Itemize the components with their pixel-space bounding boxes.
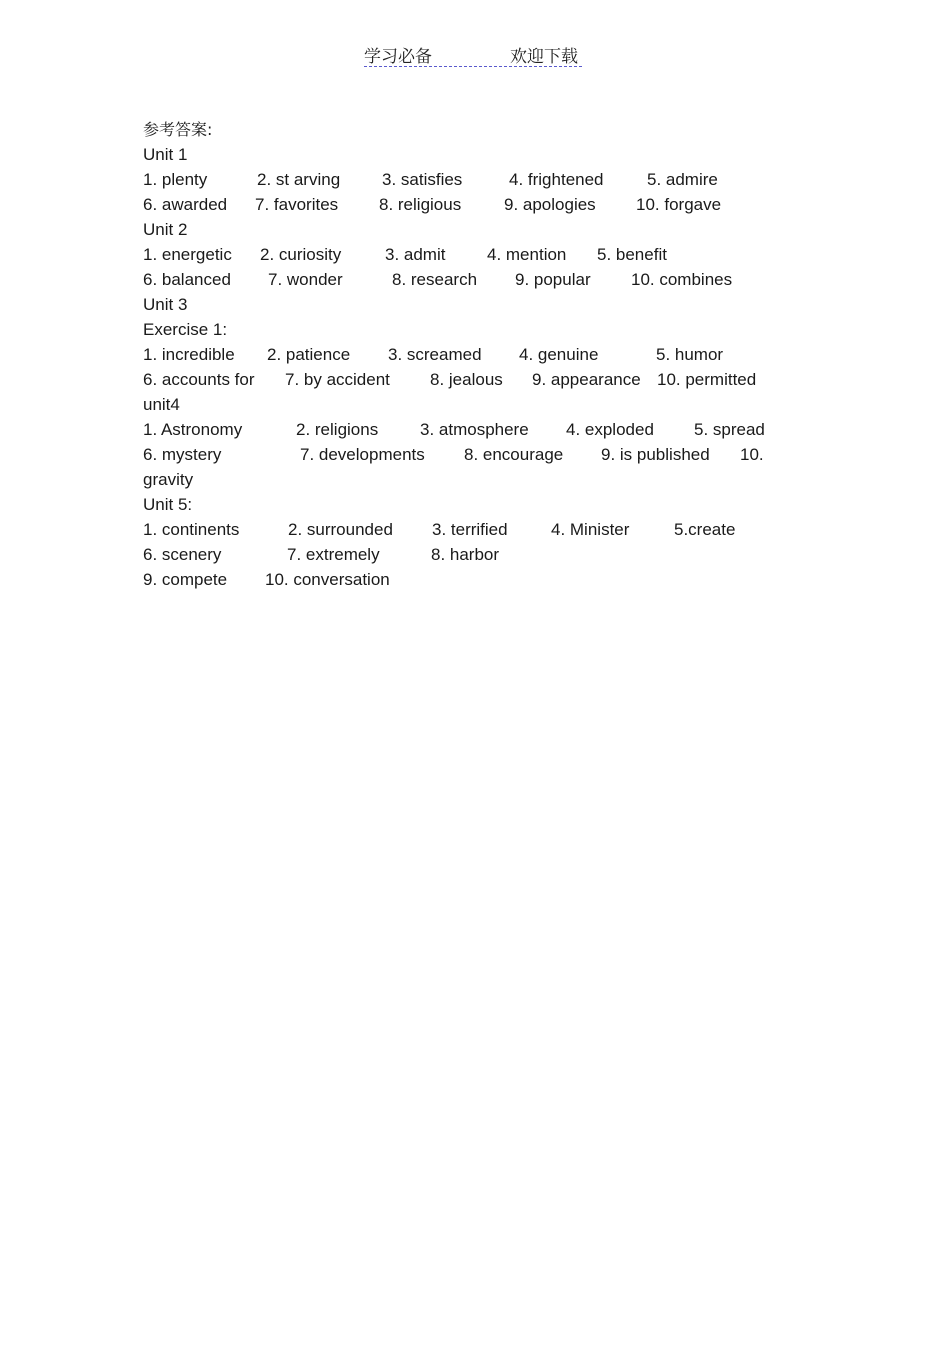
answer-item: 9. compete (143, 570, 228, 589)
answer-item: 1. incredible (143, 345, 235, 364)
answer-item: 5.create (674, 520, 736, 539)
answer-item: 10. forgave (636, 195, 722, 214)
answer-item: 9. popular (515, 270, 591, 289)
answer-item: 3. atmosphere (420, 420, 529, 439)
answers-title: 参考答案: (143, 120, 213, 139)
answer-item: 6. mystery (143, 445, 222, 464)
answer-item: 8. religious (379, 195, 462, 214)
unit2-row1 (143, 242, 823, 267)
answer-item: 4. Minister (551, 520, 630, 539)
unit5-row3 (143, 567, 823, 592)
answer-item: 5. benefit (597, 245, 667, 264)
unit4-row1 (143, 417, 823, 442)
unit5-label: Unit 5: (143, 495, 193, 514)
answer-item: 7. extremely (287, 545, 380, 564)
answer-item: 4. exploded (566, 420, 654, 439)
answer-item: 5. spread (694, 420, 765, 439)
answer-item: 5. admire (647, 170, 718, 189)
answer-item: 6. accounts for (143, 370, 255, 389)
answer-item: 2. surrounded (288, 520, 393, 539)
header-right-text: 欢迎下载 (510, 47, 578, 67)
unit5-row2 (143, 542, 823, 567)
unit1-row1 (143, 167, 823, 192)
unit2-label: Unit 2 (143, 220, 188, 239)
answer-item: 3. satisfies (382, 170, 463, 189)
answer-item: 8. jealous (430, 370, 503, 389)
answer-item: 1. energetic (143, 245, 232, 264)
answer-item: 8. encourage (464, 445, 564, 464)
answer-item: 1. continents (143, 520, 240, 539)
unit4-row2-wrap: gravity (143, 470, 194, 489)
answer-item: 10. (740, 445, 764, 464)
answer-item: 4. genuine (519, 345, 599, 364)
answer-item: 2. religions (296, 420, 379, 439)
answer-item: 9. apologies (504, 195, 596, 214)
answer-item: 3. terrified (432, 520, 508, 539)
answer-item: 6. awarded (143, 195, 228, 214)
answer-item: 4. mention (487, 245, 567, 264)
answer-item: 10. conversation (265, 570, 390, 589)
unit1-label: Unit 1 (143, 145, 188, 164)
unit2-row2 (143, 267, 823, 292)
answer-item: 7. favorites (255, 195, 339, 214)
answer-item: 10. permitted (657, 370, 757, 389)
unit3-row2 (143, 367, 823, 392)
unit3-row1 (143, 342, 823, 367)
answer-item: 1. plenty (143, 170, 208, 189)
page-header (364, 40, 582, 67)
answer-item: 1. Astronomy (143, 420, 243, 439)
answer-item: 9. appearance (532, 370, 641, 389)
answer-item: 6. scenery (143, 545, 222, 564)
answer-item: 6. balanced (143, 270, 231, 289)
answer-item: 8. harbor (431, 545, 500, 564)
answer-item: 2. st arving (257, 170, 341, 189)
answer-item: 9. is published (601, 445, 710, 464)
unit4-row2 (143, 442, 823, 467)
unit5-row1 (143, 517, 823, 542)
unit1-row2 (143, 192, 823, 217)
answer-item: 3. admit (385, 245, 446, 264)
unit4-label: unit4 (143, 395, 180, 414)
answer-item: 7. by accident (285, 370, 390, 389)
answer-item: 5. humor (656, 345, 724, 364)
header-left-text: 学习必备 (364, 47, 432, 67)
answer-item: 7. developments (300, 445, 425, 464)
answer-item: 4. frightened (509, 170, 604, 189)
answer-item: 2. patience (267, 345, 351, 364)
unit3-label: Unit 3 (143, 295, 188, 314)
unit3-exercise-label: Exercise 1: (143, 320, 228, 339)
answer-item: 3. screamed (388, 345, 482, 364)
answer-item: 2. curiosity (260, 245, 342, 264)
answer-key (143, 117, 823, 592)
answer-item: 8. research (392, 270, 478, 289)
answer-item: 7. wonder (268, 270, 343, 289)
answer-item: 10. combines (631, 270, 733, 289)
